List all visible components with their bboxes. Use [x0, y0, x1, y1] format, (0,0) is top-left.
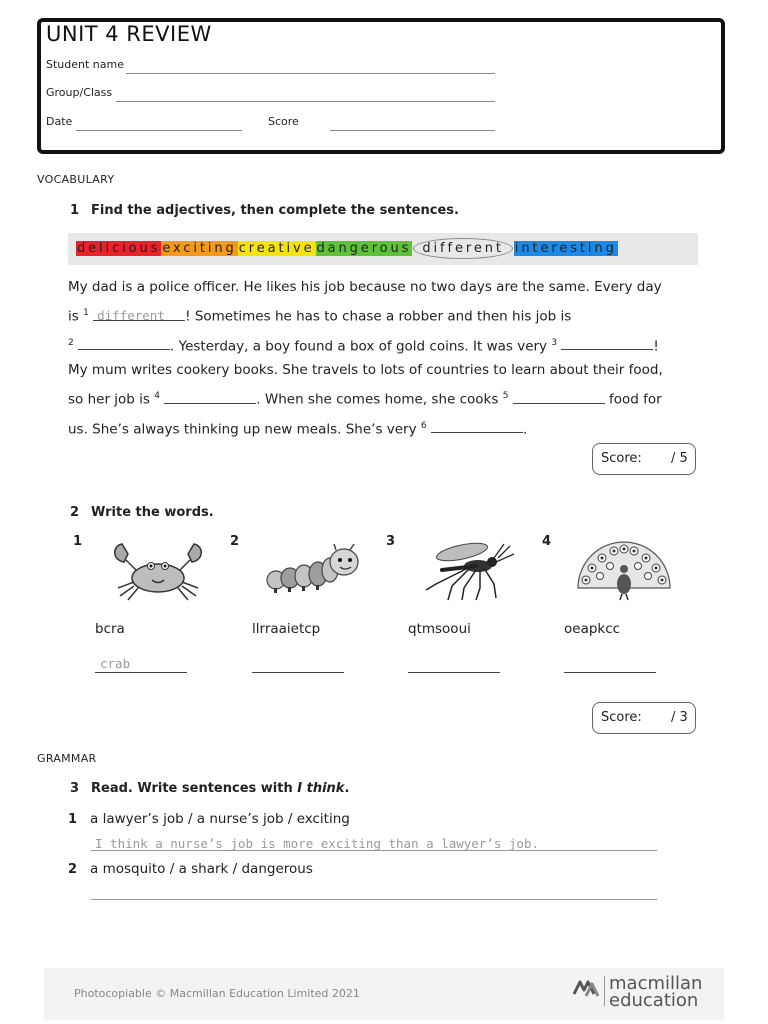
- paragraph-mum-line-2: [68, 383, 693, 413]
- caterpillar-icon: [264, 544, 364, 600]
- text-so-her-job: so her job is: [68, 391, 150, 408]
- item-3-scrambled: qtmsooui: [408, 621, 471, 637]
- paragraph-mum-line-3: [68, 413, 693, 443]
- grammar-item-2-number: 2: [68, 862, 78, 877]
- vocabulary-section-label: VOCABULARY: [37, 173, 115, 186]
- text-food-for: food for: [609, 391, 662, 408]
- grammar-item-2-prompt: a mosquito / a shark / dangerous: [90, 861, 313, 877]
- score-box-q2-label: Score:: [601, 710, 642, 725]
- blank-1[interactable]: [93, 306, 185, 321]
- wordsearch-word-different[interactable]: different: [413, 238, 513, 259]
- score-label: Score: [268, 115, 299, 128]
- item-4-scrambled: oeapkcc: [564, 621, 621, 637]
- question-3-instruction-italic: I think: [297, 781, 345, 796]
- item-3-answer-line[interactable]: [408, 672, 500, 673]
- paragraph-dad-line-2: [68, 300, 693, 330]
- grammar-section-label: GRAMMAR: [37, 752, 97, 765]
- grammar-item-1-prompt: a lawyer’s job / a nurse’s job / exciting: [90, 811, 350, 827]
- item-1-scrambled: bcra: [95, 621, 125, 637]
- crab-icon: [108, 540, 208, 604]
- text-is: is: [68, 308, 79, 325]
- grammar-item-1-number: 1: [68, 812, 78, 827]
- group-class-label: Group/Class: [46, 86, 113, 99]
- paragraph-dad-line-1: My dad is a police officer. He likes his job because no two days are the same. Every day: [68, 279, 662, 295]
- grammar-item-1-answer: I think a nurse’s job is more exciting than a lawyer’s job.: [95, 836, 540, 851]
- blank-4-number: 4: [154, 391, 160, 401]
- student-name-label: Student name: [46, 58, 124, 71]
- text-she-cooks: . When she comes home, she cooks: [256, 391, 499, 408]
- macmillan-logo-icon: [572, 976, 600, 998]
- question-3-number: 3: [70, 781, 80, 796]
- question-3-instruction-a: Read. Write sentences with: [91, 781, 298, 796]
- paragraph-dad: [68, 274, 693, 359]
- paragraph-mum-line-1: My mum writes cookery books. She travels to lots of countries to learn about their food,: [68, 362, 663, 378]
- item-2-scrambled: llrraaietcp: [252, 621, 321, 637]
- score-box-q1: [592, 443, 696, 475]
- date-label: Date: [46, 115, 73, 128]
- item-3-number: 3: [386, 534, 396, 549]
- item-2-number: 2: [230, 534, 240, 549]
- logo-divider: [604, 976, 605, 1006]
- grammar-item-2-answer-line[interactable]: [91, 899, 657, 900]
- paragraph-dad-line-3: [68, 330, 693, 360]
- blank-2[interactable]: [78, 335, 170, 350]
- wordsearch-word-dangerous[interactable]: dangerous: [316, 240, 412, 256]
- student-name-field[interactable]: [126, 73, 495, 74]
- question-1-number: 1: [70, 203, 80, 218]
- item-2-answer-line[interactable]: [252, 672, 344, 673]
- blank-5[interactable]: [513, 389, 605, 404]
- item-1-answer: crab: [100, 656, 131, 671]
- mosquito-icon: [422, 540, 522, 602]
- item-4-answer-line[interactable]: [564, 672, 656, 673]
- logo-wordmark: [609, 975, 702, 1009]
- blank-5-number: 5: [502, 391, 509, 401]
- blank-6[interactable]: [431, 418, 523, 433]
- logo-line-2: education: [609, 990, 699, 1011]
- wordsearch-row: [76, 240, 618, 256]
- blank-6-number: 6: [420, 420, 427, 431]
- question-2-instruction: Write the words.: [91, 505, 214, 520]
- text-exclaim: !: [653, 338, 659, 354]
- question-1-instruction: Find the adjectives, then complete the sentences.: [91, 203, 459, 218]
- blank-3[interactable]: [561, 335, 653, 350]
- wordsearch-word-creative[interactable]: creative: [238, 240, 315, 256]
- question-2-number: 2: [70, 505, 80, 520]
- text-new-meals: us. She’s always thinking up new meals. She’s very: [68, 421, 417, 437]
- blank-3-number: 3: [551, 337, 558, 348]
- blank-1-answer: different: [97, 307, 165, 323]
- blank-2-number: 2: [68, 337, 74, 348]
- wordsearch-strip: [68, 233, 698, 265]
- grammar-item-1-answer-line[interactable]: [91, 850, 657, 851]
- text-chase-robber: ! Sometimes he has to chase a robber and then his job is: [185, 308, 572, 325]
- blank-1-number: 1: [83, 308, 89, 318]
- logo-line-1: macmillan: [609, 973, 703, 994]
- question-3-instruction-c: .: [344, 781, 350, 796]
- date-field[interactable]: [76, 130, 242, 131]
- score-box-q1-total: / 5: [671, 451, 688, 466]
- score-box-q1-label: Score:: [601, 451, 642, 466]
- item-4-number: 4: [542, 534, 552, 549]
- item-1-number: 1: [73, 534, 83, 549]
- score-box-q2: [592, 702, 696, 734]
- paragraph-mum: [68, 357, 693, 442]
- copyright-text: Photocopiable © Macmillan Education Limited 2021: [74, 987, 360, 1000]
- peacock-icon: [572, 538, 676, 602]
- score-box-q2-total: / 3: [671, 710, 688, 725]
- blank-4[interactable]: [164, 389, 256, 404]
- wordsearch-word-exciting[interactable]: exciting: [162, 240, 237, 256]
- score-field[interactable]: [330, 130, 495, 131]
- wordsearch-word-delicious[interactable]: delicious: [77, 240, 161, 256]
- item-1-answer-line[interactable]: [95, 672, 187, 673]
- text-gold-coins: . Yesterday, a boy found a box of gold coins. It was very: [170, 338, 548, 354]
- wordsearch-word-interesting[interactable]: interesting: [514, 240, 617, 256]
- group-class-field[interactable]: [116, 101, 495, 102]
- page-title: UNIT 4 REVIEW: [46, 22, 212, 46]
- question-3-instruction: [91, 781, 349, 796]
- text-period: .: [522, 421, 528, 437]
